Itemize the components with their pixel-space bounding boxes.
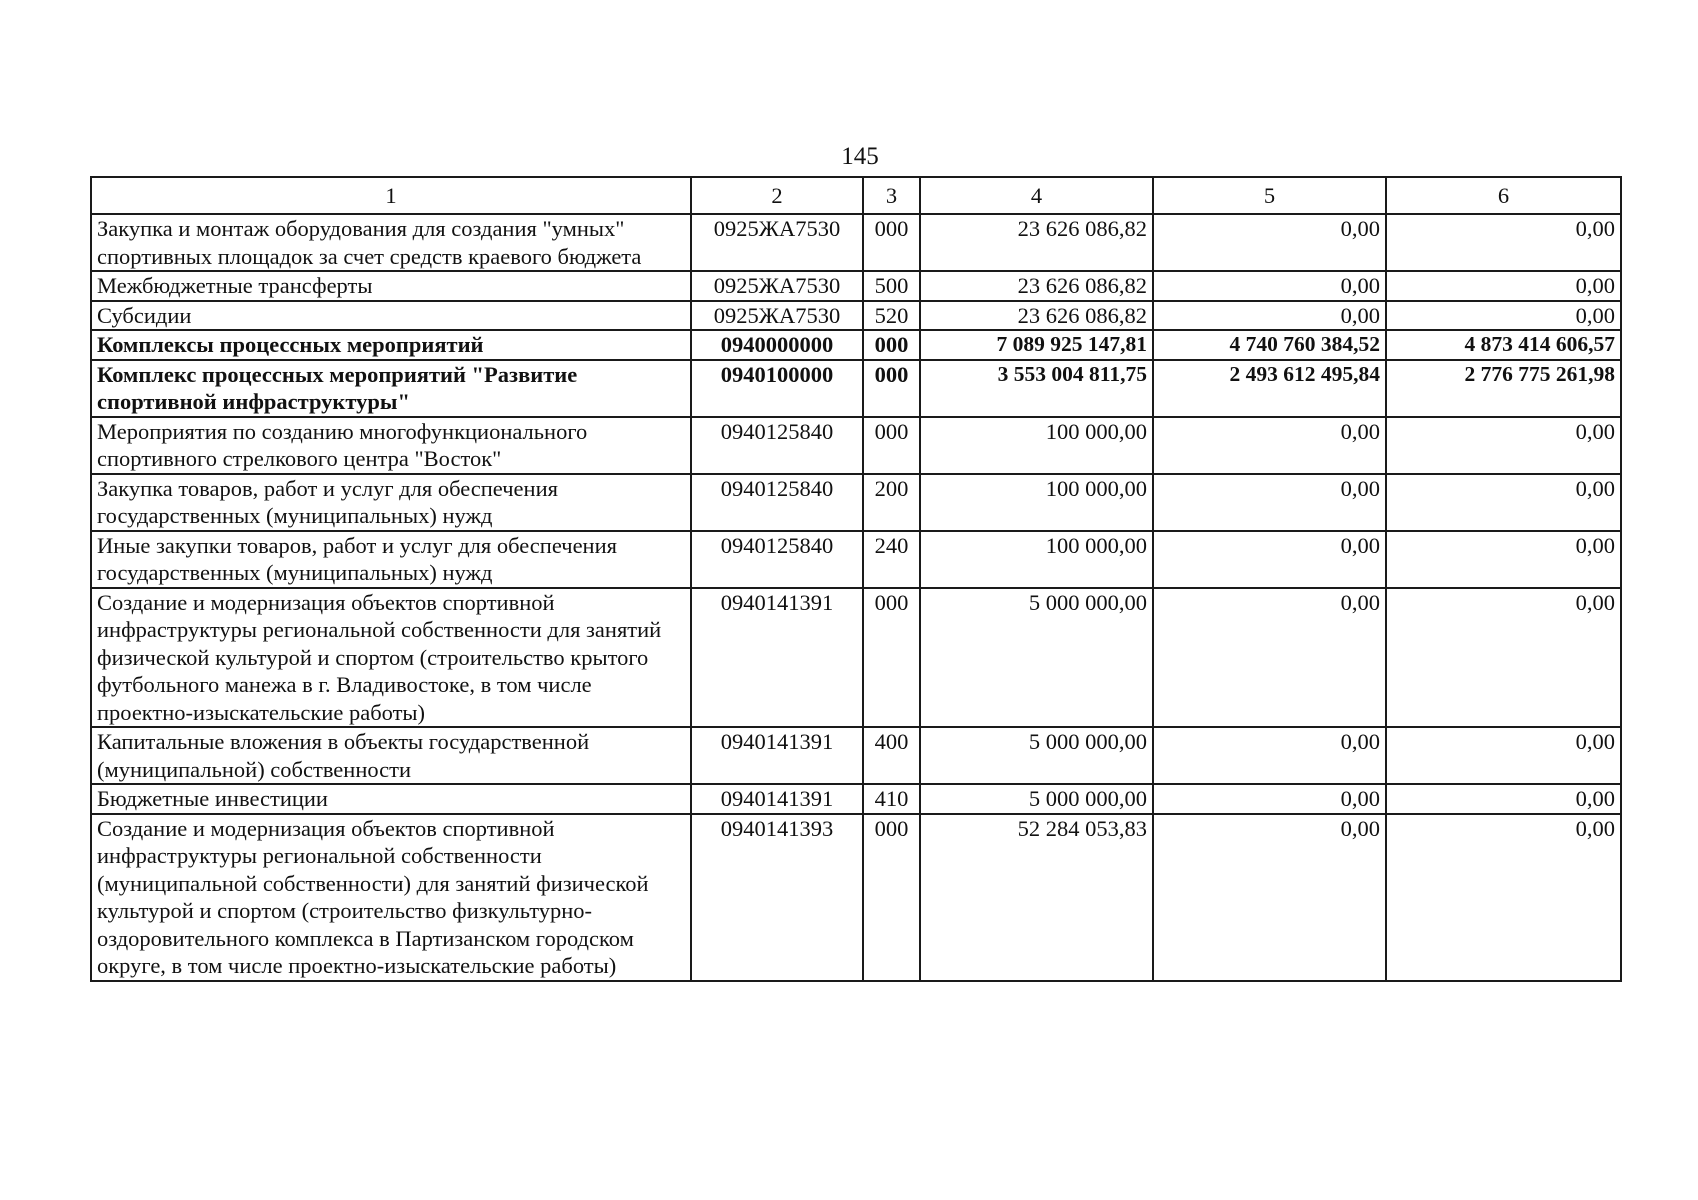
row-name: Закупка и монтаж оборудования для создания "умных" спортивных площадок за счет средств краевого бюджета (91, 214, 691, 271)
row-code: 0940125840 (691, 531, 863, 588)
table-row (91, 301, 1621, 331)
row-name: Субсидии (91, 301, 691, 331)
row-kind: 500 (863, 271, 920, 301)
col-header-4: 4 (920, 177, 1153, 214)
col-header-5: 5 (1153, 177, 1386, 214)
row-value-4: 5 000 000,00 (920, 727, 1153, 784)
row-value-4: 100 000,00 (920, 417, 1153, 474)
col-header-3: 3 (863, 177, 920, 214)
row-value-5: 0,00 (1153, 214, 1386, 271)
row-name: Бюджетные инвестиции (91, 784, 691, 814)
row-code: 0940125840 (691, 474, 863, 531)
row-kind: 000 (863, 588, 920, 728)
row-kind: 000 (863, 330, 920, 360)
row-name: Мероприятия по созданию многофункционального спортивного стрелкового центра "Восток" (91, 417, 691, 474)
row-name: Закупка товаров, работ и услуг для обеспечения государственных (муниципальных) нужд (91, 474, 691, 531)
row-value-5: 0,00 (1153, 417, 1386, 474)
row-value-4: 5 000 000,00 (920, 588, 1153, 728)
table-row (91, 360, 1621, 417)
row-value-4: 7 089 925 147,81 (920, 330, 1153, 360)
row-value-5: 4 740 760 384,52 (1153, 330, 1386, 360)
row-value-5: 0,00 (1153, 271, 1386, 301)
row-name: Капитальные вложения в объекты государственной (муниципальной) собственности (91, 727, 691, 784)
row-value-6: 0,00 (1386, 417, 1621, 474)
row-value-6: 0,00 (1386, 814, 1621, 981)
row-name: Иные закупки товаров, работ и услуг для обеспечения государственных (муниципальных) нужд (91, 531, 691, 588)
row-value-5: 0,00 (1153, 814, 1386, 981)
row-value-6: 4 873 414 606,57 (1386, 330, 1621, 360)
row-kind: 200 (863, 474, 920, 531)
row-kind: 400 (863, 727, 920, 784)
row-value-5: 0,00 (1153, 531, 1386, 588)
row-code: 0925ЖА7530 (691, 271, 863, 301)
row-value-5: 0,00 (1153, 474, 1386, 531)
row-name: Межбюджетные трансферты (91, 271, 691, 301)
table-row (91, 784, 1621, 814)
row-kind: 000 (863, 360, 920, 417)
row-code: 0940141391 (691, 588, 863, 728)
row-value-6: 0,00 (1386, 588, 1621, 728)
row-code: 0940141391 (691, 727, 863, 784)
row-value-6: 0,00 (1386, 271, 1621, 301)
row-value-4: 100 000,00 (920, 474, 1153, 531)
table-row (91, 214, 1621, 271)
row-value-6: 0,00 (1386, 214, 1621, 271)
row-kind: 520 (863, 301, 920, 331)
row-value-5: 0,00 (1153, 588, 1386, 728)
table-row (91, 588, 1621, 728)
row-kind: 000 (863, 214, 920, 271)
row-value-6: 0,00 (1386, 301, 1621, 331)
row-value-4: 100 000,00 (920, 531, 1153, 588)
row-value-4: 5 000 000,00 (920, 784, 1153, 814)
row-name: Комплексы процессных мероприятий (91, 330, 691, 360)
row-name: Комплекс процессных мероприятий "Развитие спортивной инфраструктуры" (91, 360, 691, 417)
table-row (91, 531, 1621, 588)
page-number: 145 (841, 143, 879, 170)
row-code: 0940100000 (691, 360, 863, 417)
row-code: 0925ЖА7530 (691, 301, 863, 331)
row-kind: 000 (863, 417, 920, 474)
row-value-5: 2 493 612 495,84 (1153, 360, 1386, 417)
table-row (91, 727, 1621, 784)
row-value-5: 0,00 (1153, 784, 1386, 814)
row-kind: 000 (863, 814, 920, 981)
row-value-6: 0,00 (1386, 784, 1621, 814)
row-code: 0940141393 (691, 814, 863, 981)
col-header-6: 6 (1386, 177, 1621, 214)
row-value-6: 0,00 (1386, 474, 1621, 531)
row-value-5: 0,00 (1153, 301, 1386, 331)
header-row (91, 177, 1621, 214)
row-kind: 240 (863, 531, 920, 588)
table-row (91, 330, 1621, 360)
row-value-5: 0,00 (1153, 727, 1386, 784)
row-value-4: 23 626 086,82 (920, 301, 1153, 331)
row-value-4: 23 626 086,82 (920, 214, 1153, 271)
table-row (91, 271, 1621, 301)
row-code: 0925ЖА7530 (691, 214, 863, 271)
row-value-6: 0,00 (1386, 727, 1621, 784)
col-header-2: 2 (691, 177, 863, 214)
table-row (91, 417, 1621, 474)
row-value-4: 52 284 053,83 (920, 814, 1153, 981)
row-code: 0940141391 (691, 784, 863, 814)
table-row (91, 814, 1621, 981)
row-kind: 410 (863, 784, 920, 814)
row-code: 0940000000 (691, 330, 863, 360)
row-code: 0940125840 (691, 417, 863, 474)
col-header-1: 1 (91, 177, 691, 214)
budget-table (90, 176, 1622, 982)
row-value-4: 3 553 004 811,75 (920, 360, 1153, 417)
row-name: Создание и модернизация объектов спортивной инфраструктуры региональной собственности (муниципальной собственности) для занятий физической культурой и спортом (строительство физкультурно-оздоровительного комплекса в Партизанском городском округе, в том числе проектно-изыскательские работы) (91, 814, 691, 981)
row-name: Создание и модернизация объектов спортивной инфраструктуры региональной собственности для занятий физической культурой и спортом (строительство крытого футбольного манежа в г. Владивостоке, в том числе проектно-изыскательские работы) (91, 588, 691, 728)
table-row (91, 474, 1621, 531)
row-value-6: 0,00 (1386, 531, 1621, 588)
row-value-6: 2 776 775 261,98 (1386, 360, 1621, 417)
row-value-4: 23 626 086,82 (920, 271, 1153, 301)
